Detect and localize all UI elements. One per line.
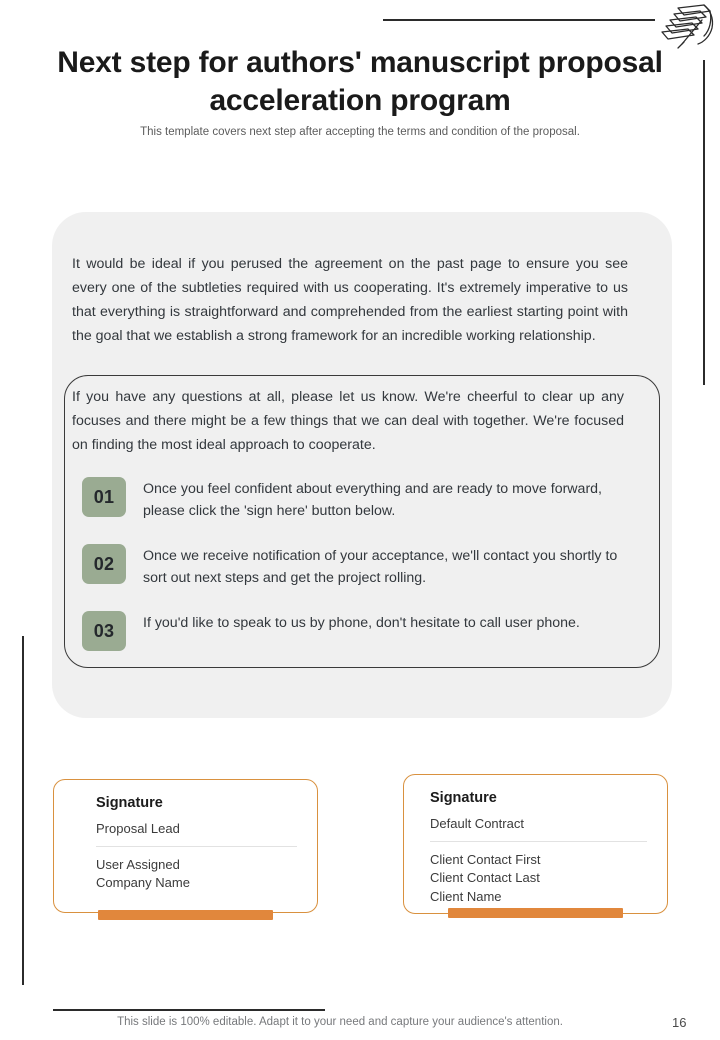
signature-card-right xyxy=(403,774,668,914)
top-horizontal-rule xyxy=(383,19,655,21)
step-number-badge: 03 xyxy=(82,611,126,651)
step-description: Once you feel confident about everything and are ready to move forward, please click the 'sign here' button below. xyxy=(143,481,603,519)
signature-heading: Signature xyxy=(430,790,497,806)
signature-card-left xyxy=(53,779,318,913)
intro-paragraph: It would be ideal if you perused the agreement on the past page to ensure you see every one of the subtleties required with us cooperating. It's extremely imperative to us that everything is straightforward and comprehended from the earliest starting point with the goal that we establish a strong framework for an incredible working relationship. xyxy=(72,256,628,344)
right-vertical-rule xyxy=(703,60,705,385)
page-number: 16 xyxy=(672,1015,687,1030)
footer-horizontal-rule xyxy=(53,1009,325,1011)
signature-line-3: Client Name xyxy=(430,888,502,904)
signature-line-1: User Assigned xyxy=(96,857,180,872)
list-item xyxy=(82,611,642,651)
signature-heading: Signature xyxy=(96,795,163,811)
signature-line-2: Company Name xyxy=(96,875,190,891)
list-item xyxy=(82,544,642,589)
list-item xyxy=(82,477,642,522)
signature-accent-bar-right xyxy=(448,908,623,918)
step-description: Once we receive notification of your acceptance, we'll contact you shortly to sort out next steps and get the project rolling. xyxy=(143,548,618,586)
step-number-badge: 01 xyxy=(82,477,126,517)
page-subtitle: This template covers next step after accepting the terms and condition of the proposal. xyxy=(140,126,580,138)
step-description: If you'd like to speak to us by phone, don't hesitate to call user phone. xyxy=(143,615,580,632)
signature-line-2: Client Contact Last xyxy=(430,870,540,886)
step-number-badge: 02 xyxy=(82,544,126,584)
signature-accent-bar-left xyxy=(98,910,273,920)
signature-line-1: Client Contact First xyxy=(430,852,541,867)
left-vertical-rule xyxy=(22,636,24,985)
questions-paragraph: If you have any questions at all, please let us know. We're cheerful to clear up any focuses and there might be a few things that we can deal with together. We're focused on finding the most ideal approach to cooperate. xyxy=(72,389,624,453)
steps-list xyxy=(82,477,642,651)
signature-role: Proposal Lead xyxy=(96,821,180,836)
page-title: Next step for authors' manuscript proposal acceleration program xyxy=(57,46,663,118)
signature-divider xyxy=(96,846,297,847)
footer-note: This slide is 100% editable. Adapt it to your need and capture your audience's attention. xyxy=(117,1016,563,1028)
signature-divider xyxy=(430,841,647,842)
signature-role: Default Contract xyxy=(430,816,524,831)
